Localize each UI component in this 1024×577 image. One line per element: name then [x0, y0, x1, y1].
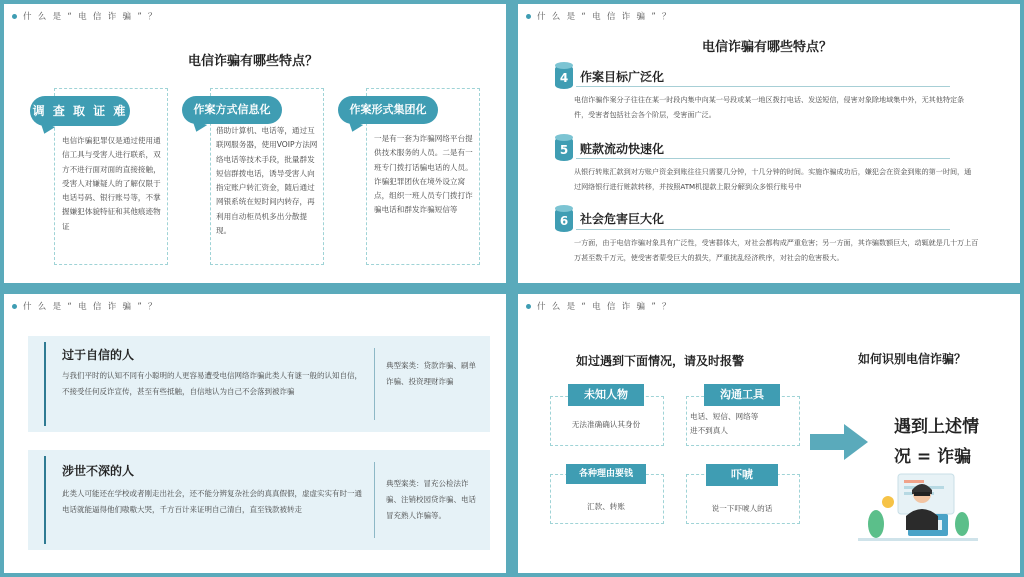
panel-divider: [374, 462, 375, 538]
item-heading: 赃款流动快速化: [580, 142, 665, 156]
panel-divider: [374, 348, 375, 420]
bubble-tail-icon: [37, 122, 55, 137]
slide-header: [526, 10, 672, 22]
conclusion-line-1: 遇到上述情: [894, 417, 979, 437]
item-heading: 社会危害巨大化: [580, 212, 665, 226]
feature-badge-label: 调 查 取 证 难: [32, 104, 128, 118]
victim-panel: [28, 336, 490, 432]
panel-title: 过于自信的人: [62, 348, 135, 362]
header-label: 什 么 是 “ 电 信 诈 骗 ” ？: [23, 302, 159, 312]
warning-tag: [566, 464, 646, 484]
warning-tag: [704, 384, 780, 406]
slide-2: [518, 4, 1020, 283]
feature-card-text: 借助计算机、电话等，通过互联网服务器，使用VOIP方法网络电话等技术手段，批量群发短信群拨电话，诱导受害人向指定账户转汇资金，随后通过网银系统在短时间内转存，再利用自动柜员机多出分散提现。: [216, 126, 318, 236]
feature-badge: [30, 96, 130, 126]
header-dot-icon: [526, 304, 531, 309]
panel-text: 此类人可能还在学校或者刚走出社会，还不能分辨复杂社会的真真假假，虚虚实实有时一通电话就能逼得他们嗷嗷大哭，千方百计来证明自己清白，直至钱款被转走: [62, 489, 362, 514]
item-text: 从银行转账汇款到对方账户资金到账往往只需要几分钟，十几分钟的时间。实施诈骗成功后，嫌犯会在资金到账的第一时间，通过网络银行进行赃款转移，并按照ATM机提款上限分解到众多银行账号中: [574, 167, 972, 191]
header-label: 什 么 是 “ 电 信 诈 骗 ” ？: [537, 12, 673, 22]
feature-badge-label: 作案方式信息化: [193, 103, 271, 116]
accent-bar: [44, 456, 46, 544]
number-badge: 5: [555, 137, 573, 161]
warning-tag-label: 吓唬: [731, 468, 753, 481]
item-text: 电信诈骗作案分子往往在某一时段内集中向某一号段或某一地区拨打电话、发送短信，侵害对象除地域集中外，无其他特定条件，受害者包括社会各个阶层，受害面广泛。: [574, 95, 965, 119]
warning-text: 汇款、转账: [587, 502, 625, 511]
warning-tag: [706, 464, 778, 486]
warning-text: 电话、短信、网络等进不到真人: [690, 412, 759, 435]
warning-tag-label: 各种理由要钱: [578, 469, 633, 479]
slide-1: [4, 4, 506, 283]
header-label: 什 么 是 “ 电 信 诈 骗 ” ？: [537, 302, 673, 312]
header-dot-icon: [526, 14, 531, 19]
feature-badge-label: 作案形式集团化: [349, 103, 427, 116]
item-text: 一方面，由于电信诈骗对象具有广泛性，受害群体大，对社会都构成严重危害；另一方面，其诈骗数额巨大，动辄就是几十万上百万甚至数千万元，使受害者蒙受巨大的损失，严重扰乱经济秩序，对社会的危害极大。: [574, 238, 979, 262]
feature-card-text: 电信诈骗犯罪仅是通过使用通信工具与受害人进行联系，双方不进行面对面的直接接触，受害人对嫌疑人的了解仅限于电话号码、银行账号等，不掌握嫌犯体貌特征和其他痕迹物证: [62, 136, 161, 231]
divider-line: [576, 86, 950, 87]
header-dot-icon: [12, 14, 17, 19]
warning-text: 说一下吓唬人的话: [711, 504, 773, 513]
accent-bar: [44, 342, 46, 426]
hacker-illustration-icon: [858, 468, 978, 548]
right-arrow-icon: [810, 422, 870, 462]
right-title: 如何识别电信诈骗？: [858, 352, 967, 366]
number-badge: 4: [555, 65, 573, 89]
bubble-tail-icon: [345, 120, 363, 135]
warning-tag-label: 沟通工具: [720, 388, 764, 401]
feature-badge: [182, 96, 282, 124]
panel-case: 典型案类：冒充公检法诈骗、注销校园贷诈骗、电话冒充熟人诈骗等。: [386, 479, 476, 520]
warning-tag-label: 未知人物: [584, 388, 628, 401]
header-label: 什 么 是 “ 电 信 诈 骗 ” ？: [23, 12, 159, 22]
left-title: 如过遇到下面情况，请及时报警: [576, 354, 745, 368]
number-badge: 6: [555, 208, 573, 232]
bubble-tail-icon: [189, 120, 207, 135]
slide-3: [4, 294, 506, 573]
slide-4: [518, 294, 1020, 573]
panel-title: 涉世不深的人: [62, 464, 135, 478]
header-dot-icon: [12, 304, 17, 309]
item-heading: 作案目标广泛化: [580, 70, 665, 84]
slide-header: [12, 10, 158, 22]
warning-text: 无法准确确认其身份: [571, 420, 641, 429]
slide-header: [526, 300, 672, 312]
slide-title: 电信诈骗有哪些特点？: [702, 40, 833, 55]
conclusion-line-2: 况 = 诈骗: [894, 447, 972, 467]
divider-line: [576, 229, 950, 230]
panel-case: 典型案类：贷款诈骗、刷单诈骗、投资理财诈骗: [386, 361, 476, 386]
panel-text: 与我们平时的认知不同有小聪明的人更容易遭受电信网络诈骗此类人有谜一般的认知自信，不接受任何反诈宣传，甚至有些抵触，自信地认为自己不会落到被诈骗: [62, 371, 362, 396]
slide-title: 电信诈骗有哪些特点？: [188, 54, 319, 69]
feature-card-text: 一是有一套为诈骗网络平台提供技术服务的人员。二是有一班专门拨打话骗电话的人员。诈骗犯罪团伙在境外设立窝点，组织一班人员专门拨打诈骗电话和群发诈骗短信等: [374, 134, 473, 215]
feature-badge: [338, 96, 438, 124]
divider-line: [576, 158, 950, 159]
slide-header: [12, 300, 158, 312]
victim-panel: [28, 450, 490, 550]
warning-tag: [568, 384, 644, 406]
